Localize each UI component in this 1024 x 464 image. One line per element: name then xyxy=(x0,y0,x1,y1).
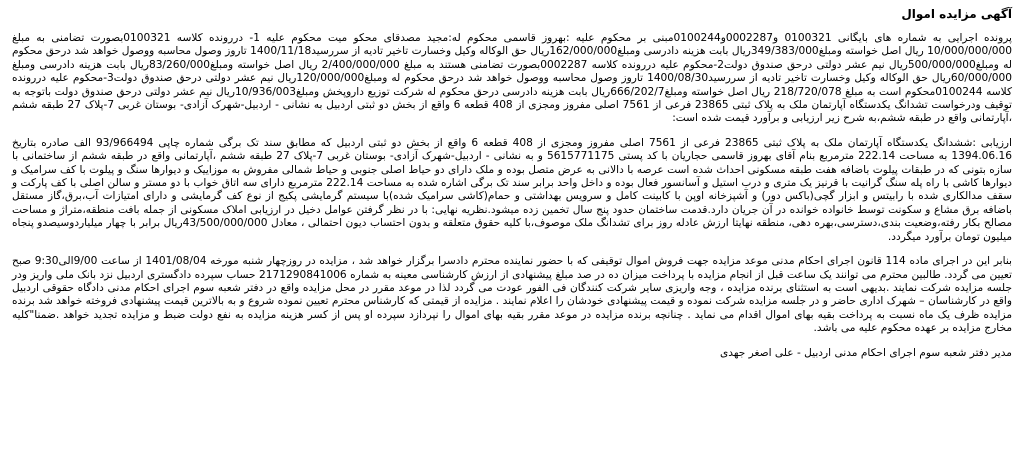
signature-line: مدیر دفتر شعبه سوم اجرای احکام مدنی اردبیل - علی اصغر جهدی xyxy=(720,346,1012,359)
notice-title: آگهی مزایده اموال xyxy=(901,7,1012,21)
case-details-paragraph: پرونده اجرایی به شماره های بایگانی 0100321 و0002287و0100244مبنی بر محکوم علیه :بهروز قاسمی محکوم له:مجید مصدقای محکو میت محکوم علیه 1- دررونده کلاسه 0100321بصورت تضامنی به مبلغ 10/000/000/000 ریال اصل خواسته ومبلغ349/383/000ریال بابت هزینه دادرسی ومبلغ162/000/000ریال حق الوکاله وکیل وخسارت تاخیر تادیه از سررسید1400/11/18 تاروز وصول محاسبه ووصول خواهد شد درحق محکوم له ومبلغ500/000/000ریال نیم عشر دولتی درحق صندوق دولت2-محکوم علیه دررونده کلاسه 0002287بصورت تضامنی هستند به مبلغ 2/400/000/000 ریال اصل خواسته ومبلغ83/260/000ریال بابت هزینه دادرسی ومبلغ 60/000/000ریال حق الوکاله وکیل وخسارت تاخیر تادیه از سررسید1400/08/30 تاروز وصول محاسبه ووصول خواهد شد درحق محکوم له ومبلغ120/000/000ریال نیم عشر دولتی درحق صندوق دولت3-محکوم علیه دررونده کلاسه 0100244محکوم است به مبلغ 218/720/078 ریال اصل خواسته ومبلغ666/202/7ریال بابت هزینه دادرسی درحق محکوم له شرکت توزیع داروپخش ومبلغ10/936/003ریال نیم عشر دولتی درحق صندوق دولت باتوجه به توقیف ودرخواست تشدانگ یکدستگاه آپارتمان ملک به پلاک ثبتی 23865 فرعی از 7561 اصلی مفروز ومجزی از 408 قطعه 6 واقع از بخش دو ثبتی اردبیل به نشانی - اردبیل-شهرک آزادی- بوستان غربی 7-پلاک 27 طبقه ششم ،آپارتمانی واقع در طبقه ششم،به شرح زیر ارزیابی و برآورد قیمت شده است: xyxy=(12,32,1013,125)
auction-terms-paragraph: بنابر این در اجرای ماده 114 قانون اجرای احکام مدنی موعد مزایده جهت فروش اموال توقیفی که با حضور نماینده محترم دادسرا برگزار خواهد شد ، مزایده در روزچهار شنبه مورخه 1401/08/04 از ساعت 9/00الی9:30 صبح تعیین می گردد. طالبین محترم می توانند یک ساعت قبل از انجام مزایده با پرداخت میزان ده در صد مبلغ پیشنهادی از ارزش کارشناسی معینه به شماره 2171290841006 حساب سپرده دادگستری اردبیل نزد بانک ملی واریز ودر جلسه مزایده شرکت نمایند .بدیهی است به استثنای برنده مزایده ، وجه واریزی سایر شرکت کنندگان فی الفور عودت می گردد لذا در موعد مقرر در محل مزایده واقع در دفتر شعبه سوم اجرای احکام مدنی دادگاه حقوقی اردبیل واقع در کارشناسان – شهرک اداری حاضر و در جلسه مزایده شرکت نموده و قیمت پیشنهادی خودشان را اعلام نمایند . مزایده از قیمتی که کارشناس محترم تعیین نموده شروع و به بالاترین قیمت پیشنهادی فروخته خواهد شد برنده مزایده ظرف یک ماه نسبت به پرداخت بقیه بهای اموال اقدام می نماید . چنانچه برنده مزایده در موعد مقرر بقیه بهای اموال را نپردازد سپرده او پس از کسر هزینه مزایده به نفع دولت ضبط و مزایده تجدید خواهد .ضمنا"کلیه مخارج مزایده بر عهده محکوم علیه می باشد. xyxy=(12,255,1012,335)
valuation-paragraph: ارزیابی :ششدانگ یکدستگاه آپارتمان ملک به پلاک ثبتی 23865 فرعی از 7561 اصلی مفروز ومجزی از 408 قطعه 6 واقع از بخش دو ثبتی اردبیل که مطابق سند تک برگی شماره چاپی 93/966494 الف صادره بتاریخ 1394.06.16 به مساحت 222.14 مترمربع بنام آقای بهروز قاسمی حجاریان با کد پستی 5615771175 و به نشانی - اردبیل-شهرک آزادی- بوستان غربی 7-پلاک 27 طبقه ششم ،آپارتمانی واقع در طبقه ششم از ساختمانی با سازه بتونی که در طبقات پیلوت باضافه هفت طبقه مسکونی احداث شده است عرصه با دالانی به عرض متصل بوده و ملک دارای دو حیاط اصلی جنوبی و حیاط شمالی مفروش به موزاییک و دیوارها سنگ و پیلوت با کف سرامیک و دیوارها کاشی با راه پله سنگ گرانیت با قرنیز یک متری و درب استیل و آسانسور فعال بوده و داخل واحد برابر سند تک برگی اشاره شده به مساحت 222.14 مترمربع دارای سه اتاق خواب با دو مستر و سالن اصلی با کف پارکت و سقف مدالکاری شده با رابیتس و ابزار گچی(باکس دور) و آشپزخانه اوپن با کابینت کامل و سرویس بهداشتی و حمام(کاشی سرامیک شده)با سیستم گرمایشی پکیج از نوع کف گرمایشی و دارای امتیازات آب،برق،گاز مستقل باضافه برق مشاع و سکونت توسط خانواده خوانده در آن جریان دارد.قدمت ساختمان حدود پنج سال تخمین زده میشود.نظریه نهایی: با در نظر گرفتن عوامل دخیل در ارزیابی املاک مسکونی از جمله بافت منطقه،متراژ و مساحت مصالح بکار رفته،وضعیت بندی،دسترسی،بهره دهی، منطقه نهایتا ارزش عادله روز برای تشدانگ ملک موصوف،با کلیه حقوق متعلقه و بدون احتساب دیون احتمالی ، معادل 43/500/000/000ریال برابر با چهار میلیاردوسیصدو پنجاه میلیون تومان برآورد میگردد. xyxy=(12,136,1013,243)
